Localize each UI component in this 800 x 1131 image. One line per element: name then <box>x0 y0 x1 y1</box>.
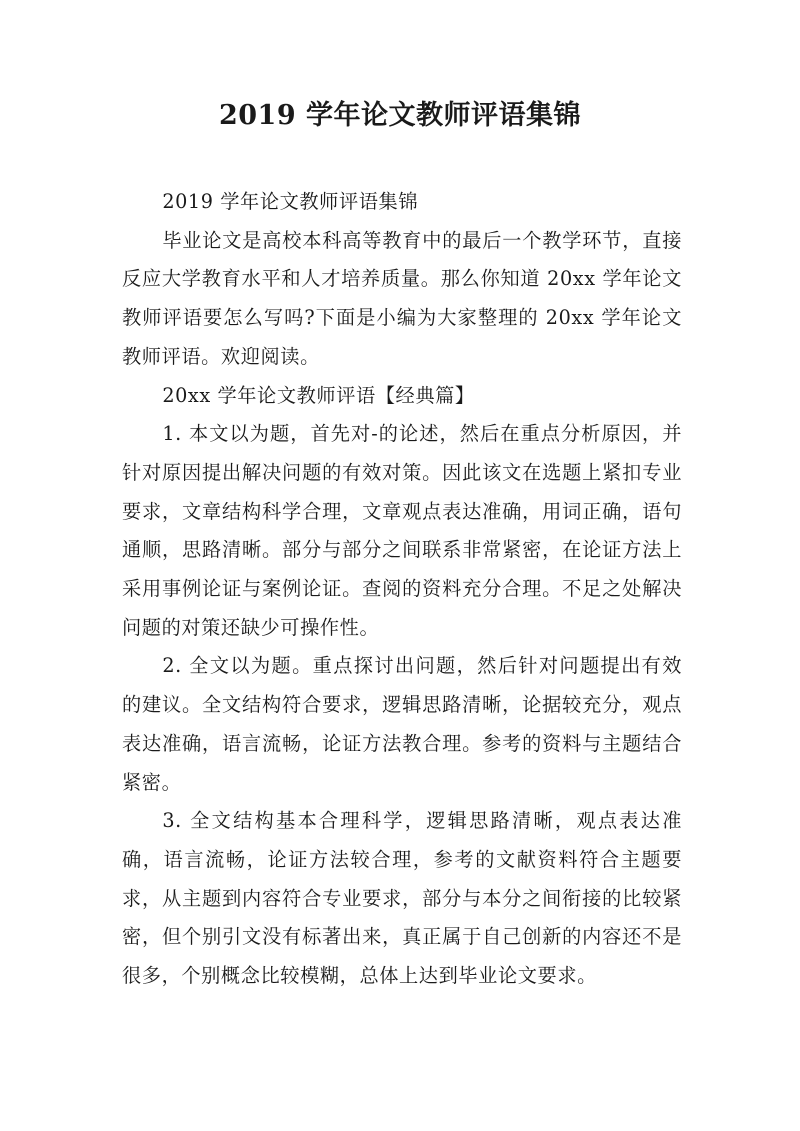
paragraph-comment-1: 1. 本文以为题，首先对-的论述，然后在重点分析原因，并针对原因提出解决问题的有效对策。因此该文在选题上紧扣专业要求，文章结构科学合理，文章观点表达准确，用词正确，语句通顺，思路清晰。部分与部分之间联系非常紧密，在论证方法上采用事例论证与案例论证。查阅的资料充分合理。不足之处解决问题的对策还缺少可操作性。 <box>122 422 682 639</box>
paragraph-intro: 毕业论文是高校本科高等教育中的最后一个教学环节，直接反应大学教育水平和人才培养质量。那么你知道 20xx 学年论文教师评语要怎么写吗?下面是小编为大家整理的 20xx 学年论文教师评语。欢迎阅读。 <box>122 228 682 368</box>
document-body <box>122 183 682 996</box>
paragraph-subtitle: 2019 学年论文教师评语集锦 <box>162 190 419 213</box>
paragraph-comment-2: 2. 全文以为题。重点探讨出问题，然后针对问题提出有效的建议。全文结构符合要求，逻辑思路清晰，论据较充分，观点表达准确，语言流畅，论证方法教合理。参考的资料与主题结合紧密。 <box>122 654 682 794</box>
paragraph-comment-3: 3. 全文结构基本合理科学，逻辑思路清晰，观点表达准确，语言流畅，论证方法较合理，参考的文献资料符合主题要求，从主题到内容符合专业要求，部分与本分之间衔接的比较紧密，但个别引文没有标著出来，真正属于自己创新的内容还不是很多，个别概念比较模糊，总体上达到毕业论文要求。 <box>122 809 682 988</box>
paragraph-section-heading: 20xx 学年论文教师评语【经典篇】 <box>162 383 475 407</box>
document-title: 2019 学年论文教师评语集锦 <box>218 100 582 131</box>
